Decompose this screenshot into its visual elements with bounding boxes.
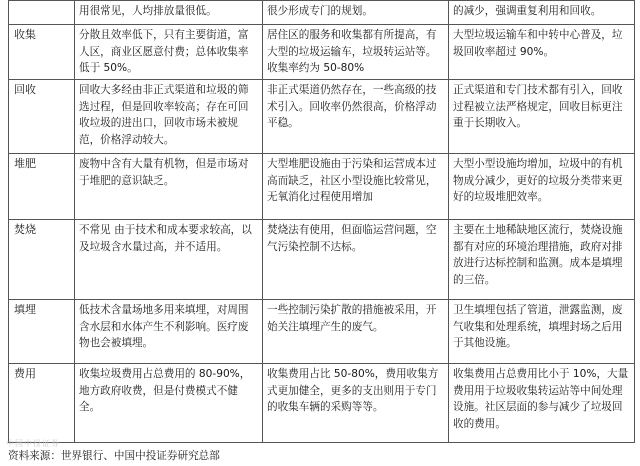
- watermark: 中国中投证券: [6, 439, 60, 448]
- middle-income-cell: 收集费用占比 50-80%，费用收集方式更加健全，更多的支出则用于专门的收集车辆的采购等等。: [263, 364, 449, 443]
- category-cell: 回收: [9, 80, 75, 154]
- table-row-collection: [9, 25, 635, 80]
- high-income-cell: 大型小型设施均增加，垃圾中的有机物成分减少，更好的垃圾分类带来更好的垃圾堆肥效率。: [449, 154, 635, 220]
- middle-income-cell: 居住区的服务和收集都有所提高，有大型的垃圾运输车，垃圾转运站等。收集率约为 50-80%: [263, 25, 449, 80]
- category-cell-empty: [9, 1, 75, 25]
- low-income-cell: 废物中含有大量有机物，但是市场对于堆肥的意识缺乏。: [75, 154, 263, 220]
- low-income-cell: 低技术含量场地多用来填埋，对周围含水层和水体产生不利影响。医疗废物也会被填埋。: [75, 300, 263, 364]
- high-income-cell: 主要在土地稀缺地区流行，焚烧设施都有对应的环境治理措施，政府对排放进行达标控制和监测。成本是填埋的三倍。: [449, 220, 635, 300]
- middle-income-cell: 大型堆肥设施由于污染和运营成本过高而缺乏，社区小型设施比较常见，无氧消化过程使用增加: [263, 154, 449, 220]
- low-income-cell: 收集垃圾费用占总费用的 80-90%，地方政府收费，但是付费模式不健全。: [75, 364, 263, 443]
- source-note: 资料来源：世界银行、中国中投证券研究总部: [8, 450, 220, 462]
- category-cell: 填埋: [9, 300, 75, 364]
- category-cell: 收集: [9, 25, 75, 80]
- low-income-cell: 用很常见，人均排放量很低。: [75, 1, 263, 25]
- high-income-cell: 大型垃圾运输车和中转中心普及，垃圾回收率超过 90%。: [449, 25, 635, 80]
- middle-income-cell: 焚烧法有使用，但面临运营问题，空气污染控制不达标。: [263, 220, 449, 300]
- table-row-costs: [9, 364, 635, 443]
- high-income-cell: 卫生填埋包括了管道，泄露监测，废气收集和处理系统，填埋封场之后用于其他设施。: [449, 300, 635, 364]
- table-row-recycling: [9, 80, 635, 154]
- middle-income-cell: 非正式渠道仍然存在，一些高级的技术引入。回收率仍然很高，价格浮动平稳。: [263, 80, 449, 154]
- middle-income-cell: 很少形成专门的规划。: [263, 1, 449, 25]
- category-cell: 堆肥: [9, 154, 75, 220]
- table-row-landfill: [9, 300, 635, 364]
- high-income-cell: 正式渠道和专门技术都有引入，回收过程被立法严格规定，回收目标更注重于长期收入。: [449, 80, 635, 154]
- high-income-cell: 的减少，强调重复利用和回收。: [449, 1, 635, 25]
- table-row-top: [9, 1, 635, 25]
- category-cell: 费用: [9, 364, 75, 443]
- high-income-cell: 收集费用占总费用比小于 10%，大量费用用于垃圾收集转运站等中间处理设施。社区层面的参与减少了垃圾回收的费用。: [449, 364, 635, 443]
- low-income-cell: 分散且效率低下，只有主要街道，富人区，商业区愿意付费；总体收集率低于 50%。: [75, 25, 263, 80]
- low-income-cell: 不常见 由于技术和成本要求较高，以及垃圾含水量过高，并不适用。: [75, 220, 263, 300]
- low-income-cell: 回收大多经由非正式渠道和垃圾的筛选过程，但是回收率较高；存在可回收垃圾的进出口，回收市场未被规范，价格浮动较大。: [75, 80, 263, 154]
- middle-income-cell: 一些控制污染扩散的措施被采用，开始关注填埋产生的废气。: [263, 300, 449, 364]
- waste-management-comparison-table: [8, 0, 635, 443]
- table-row-composting: [9, 154, 635, 220]
- table-row-incineration: [9, 220, 635, 300]
- category-cell: 焚烧: [9, 220, 75, 300]
